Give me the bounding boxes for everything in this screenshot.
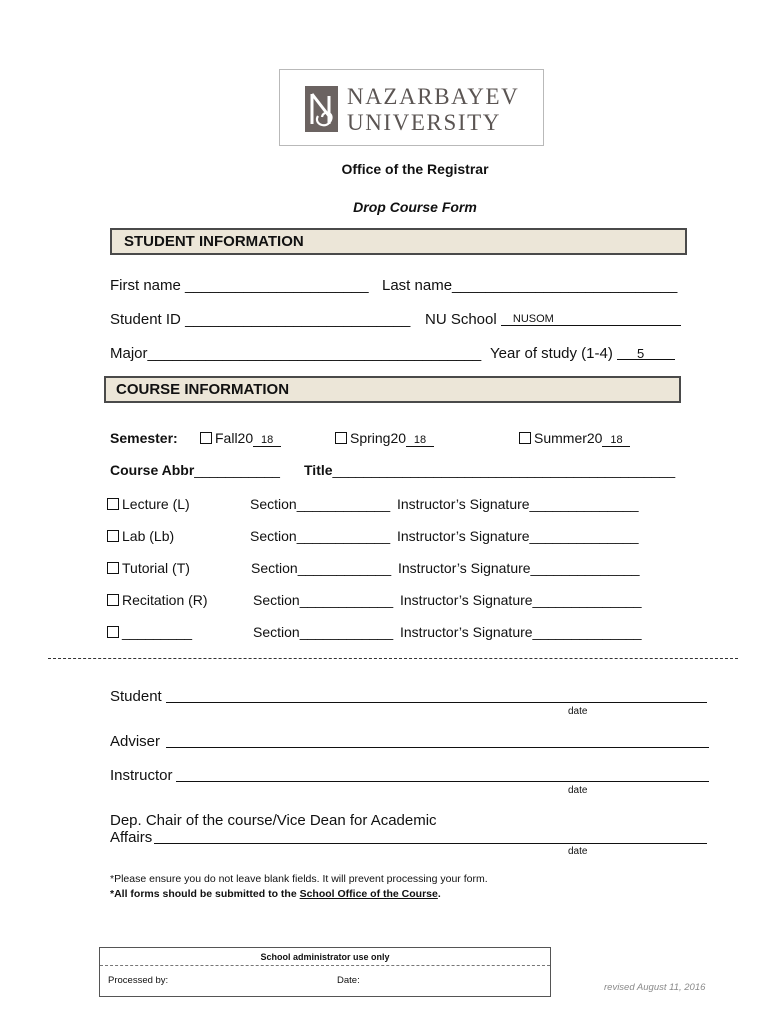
- note-submission-end: .: [437, 888, 441, 900]
- semester-fall[interactable]: [200, 430, 281, 447]
- chair-signature-label: Dep. Chair of the course/Vice Dean for Academic: [110, 812, 437, 829]
- summer-label: Summer20: [534, 430, 603, 446]
- instructor-final-signature-field[interactable]: [176, 781, 709, 782]
- school-field[interactable]: [501, 311, 681, 326]
- major-label: Major: [110, 345, 148, 362]
- title-field[interactable]: ____________________________________________: [332, 462, 676, 478]
- spring-year-field[interactable]: 18: [406, 434, 434, 447]
- fall-year-field[interactable]: 18: [253, 434, 281, 447]
- course-row: [107, 624, 192, 640]
- logo-line-1: NAZARBAYEV: [347, 84, 520, 109]
- major-row: [110, 345, 481, 362]
- instructor-date-label: date: [568, 785, 588, 796]
- adviser-signature-field[interactable]: [166, 747, 709, 748]
- course-abbr-row: [110, 462, 280, 478]
- first-name-label: First name: [110, 277, 181, 294]
- adviser-signature-label: Adviser: [110, 733, 161, 750]
- course-type-label: Recitation (R): [122, 592, 208, 608]
- instructor-signature-field[interactable]: Instructor’s Signature______________: [400, 592, 642, 608]
- last-name-label: Last name: [382, 277, 453, 294]
- course-info-heading: COURSE INFORMATION: [104, 376, 681, 403]
- year-label: Year of study (1-4): [490, 345, 613, 362]
- student-date-label: date: [568, 706, 588, 717]
- student-signature-row: [110, 688, 162, 705]
- first-name-row: [110, 277, 369, 294]
- course-type-label: Tutorial (T): [122, 560, 190, 576]
- course-type-checkbox[interactable]: [107, 498, 119, 510]
- spring-label: Spring20: [350, 430, 407, 446]
- cut-line-divider: [48, 658, 738, 659]
- form-title: Drop Course Form: [353, 199, 477, 215]
- nu-emblem-icon: [305, 86, 338, 132]
- instructor-signature-label: Instructor: [110, 767, 173, 784]
- student-signature-label: Student: [110, 688, 162, 705]
- first-name-field[interactable]: ______________________: [185, 277, 369, 294]
- chair-date-label: date: [568, 846, 588, 857]
- student-id-field[interactable]: ___________________________: [185, 311, 411, 328]
- student-id-row: [110, 311, 410, 328]
- logo-line-2: UNIVERSITY: [347, 110, 501, 135]
- course-row: [107, 560, 190, 576]
- year-row: [490, 345, 675, 362]
- semester-label: Semester:: [110, 430, 178, 446]
- school-label: NU School: [425, 311, 497, 328]
- section-field[interactable]: Section____________: [250, 528, 391, 544]
- admin-box-title: School administrator use only: [260, 952, 390, 962]
- student-id-label: Student ID: [110, 311, 181, 328]
- title-label: Title: [304, 462, 333, 478]
- section-field[interactable]: Section____________: [253, 624, 394, 640]
- admin-box-divider: [100, 965, 550, 966]
- section-field[interactable]: Section____________: [250, 496, 391, 512]
- course-type-checkbox[interactable]: [107, 562, 119, 574]
- course-type-checkbox[interactable]: [107, 530, 119, 542]
- school-office-link: School Office of the Course: [299, 888, 438, 900]
- spring-checkbox[interactable]: [335, 432, 347, 444]
- last-name-row: [382, 277, 677, 294]
- admin-use-box: [99, 947, 551, 997]
- course-type-label[interactable]: _________: [122, 624, 193, 640]
- semester-spring[interactable]: [335, 430, 434, 447]
- major-field[interactable]: ________________________________________: [147, 345, 482, 362]
- processed-by-label: Processed by:: [108, 975, 169, 986]
- year-field[interactable]: [617, 345, 675, 360]
- semester-summer[interactable]: [519, 430, 630, 447]
- note-submission: [110, 888, 441, 900]
- chair-signature-label-2: Affairs: [110, 829, 153, 846]
- title-row: [304, 462, 675, 478]
- course-row: [107, 592, 208, 608]
- student-signature-field[interactable]: [166, 702, 707, 703]
- revision-date: revised August 11, 2016: [604, 982, 706, 993]
- fall-label: Fall20: [215, 430, 254, 446]
- summer-checkbox[interactable]: [519, 432, 531, 444]
- instructor-signature-field[interactable]: Instructor’s Signature______________: [400, 624, 642, 640]
- course-row: [107, 496, 190, 512]
- school-row: [425, 311, 681, 328]
- last-name-field[interactable]: ___________________________: [452, 277, 678, 294]
- note-submission-text: *All forms should be submitted to the: [110, 888, 300, 900]
- section-field[interactable]: Section____________: [253, 592, 394, 608]
- course-abbr-field[interactable]: ___________: [194, 462, 280, 478]
- student-info-heading: STUDENT INFORMATION: [110, 228, 687, 255]
- year-value: 5: [637, 346, 645, 361]
- section-field[interactable]: Section____________: [251, 560, 392, 576]
- instructor-signature-field[interactable]: Instructor’s Signature______________: [398, 560, 640, 576]
- school-value: NUSOM: [512, 313, 554, 325]
- course-type-label: Lab (Lb): [122, 528, 175, 544]
- fall-checkbox[interactable]: [200, 432, 212, 444]
- course-type-label: Lecture (L): [122, 496, 190, 512]
- summer-year-field[interactable]: 18: [602, 434, 630, 447]
- chair-signature-field[interactable]: [154, 843, 707, 844]
- instructor-signature-field[interactable]: Instructor’s Signature______________: [397, 496, 639, 512]
- university-logo: [279, 69, 544, 146]
- office-title: Office of the Registrar: [341, 161, 489, 177]
- course-type-checkbox[interactable]: [107, 594, 119, 606]
- admin-date-label: Date:: [337, 975, 360, 986]
- course-row: [107, 528, 174, 544]
- course-type-checkbox[interactable]: [107, 626, 119, 638]
- note-blank-fields: *Please ensure you do not leave blank fields. It will prevent processing your form.: [110, 873, 488, 885]
- instructor-signature-field[interactable]: Instructor’s Signature______________: [397, 528, 639, 544]
- logo-text: [347, 84, 519, 136]
- course-abbr-label: Course Abbr: [110, 462, 195, 478]
